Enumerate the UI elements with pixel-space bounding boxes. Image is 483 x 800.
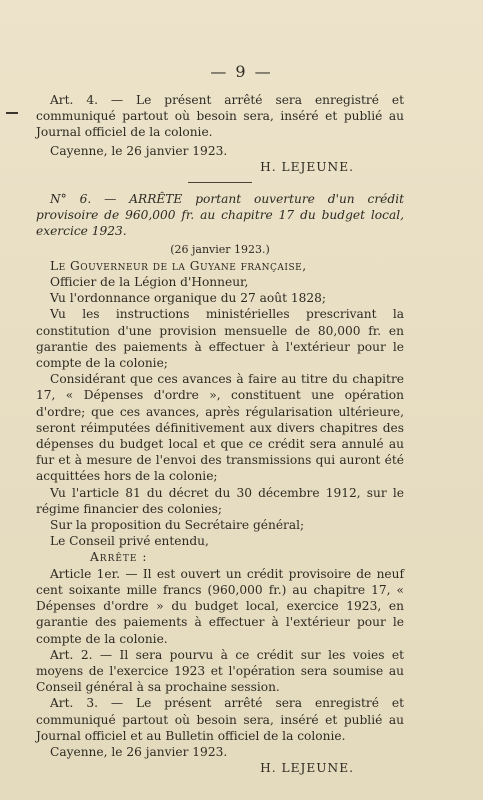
article-4-block [36,92,404,776]
arrete-word: Arrête : [90,550,148,565]
preamble-line-4: Considérant que ces avances à faire au titre du chapitre 17, « Dépenses d'ordre », constituent une opération d'ordre; que ces avances, après régularisation ultérieure, seront réimputées définitivement aux divers chapitres des dépenses du budget local et que ce crédit sera annulé au fur et à mesure de l'envoi des transmissions qui auront été acquittées hors de la colonie; [36,372,404,484]
arrete-6-heading: N° 6. — ARRÊTE portant ouverture d'un crédit provisoire de 960,000 fr. au chapitre 17 du budget local, exercice 1923. [36,192,404,239]
preamble-line-6: Sur la proposition du Secrétaire général; [50,518,305,533]
article-4-place-date: Cayenne, le 26 janvier 1923. [50,143,228,158]
margin-mark [6,112,18,114]
preamble-line-7: Le Conseil privé entendu, [50,534,209,549]
arrete-6-place-date: Cayenne, le 26 janvier 1923. [50,744,228,759]
preamble-line-3: Vu les instructions ministérielles prescrivant la constitution d'une provision mensuelle de 80,000 fr. en garantie des paiements à effectuer à l'extérieur pour le compte de la colonie; [36,307,404,371]
article-1-text: Article 1er. — Il est ouvert un crédit provisoire de neuf cent soixante mille francs (960,000 fr.) au chapitre 17, « Dépenses d'ordre » du budget local, exercice 1923, en garantie des paiements à effectuer à l'extérieur pour le compte de la colonie. [36,566,404,646]
article-3-text: Art. 3. — Le présent arrêté sera enregistré et communiqué partout où besoin sera, inséré et publié au Journal officiel et au Bulletin officiel de la colonie. [36,696,404,743]
separator-rule [188,182,252,183]
page-number: — 9 — [210,62,273,81]
preamble-line-5: Vu l'article 81 du décret du 30 décembre 1912, sur le régime financier des colonies; [36,485,404,516]
article-2-text: Art. 2. — Il sera pourvu à ce crédit sur les voies et moyens de l'exercice 1923 et l'opération sera soumise au Conseil général à sa prochaine session. [36,647,404,695]
arrete-6-date-note: (26 janvier 1923.) [170,242,270,256]
preamble-line-0: Le Gouverneur de la Guyane française, [50,258,307,273]
article-4-text: Art. 4. — Le présent arrêté sera enregistré et communiqué partout où besoin sera, inséré et publié au Journal officiel de la colonie. [36,93,404,140]
arrete-6-signature: H. LEJEUNE. [260,761,354,776]
preamble-line-2: Vu l'ordonnance organique du 27 août 1828; [50,291,326,306]
preamble-line-1: Officier de la Légion d'Honneur, [50,275,249,290]
article-4-signature: H. LEJEUNE. [260,159,354,174]
